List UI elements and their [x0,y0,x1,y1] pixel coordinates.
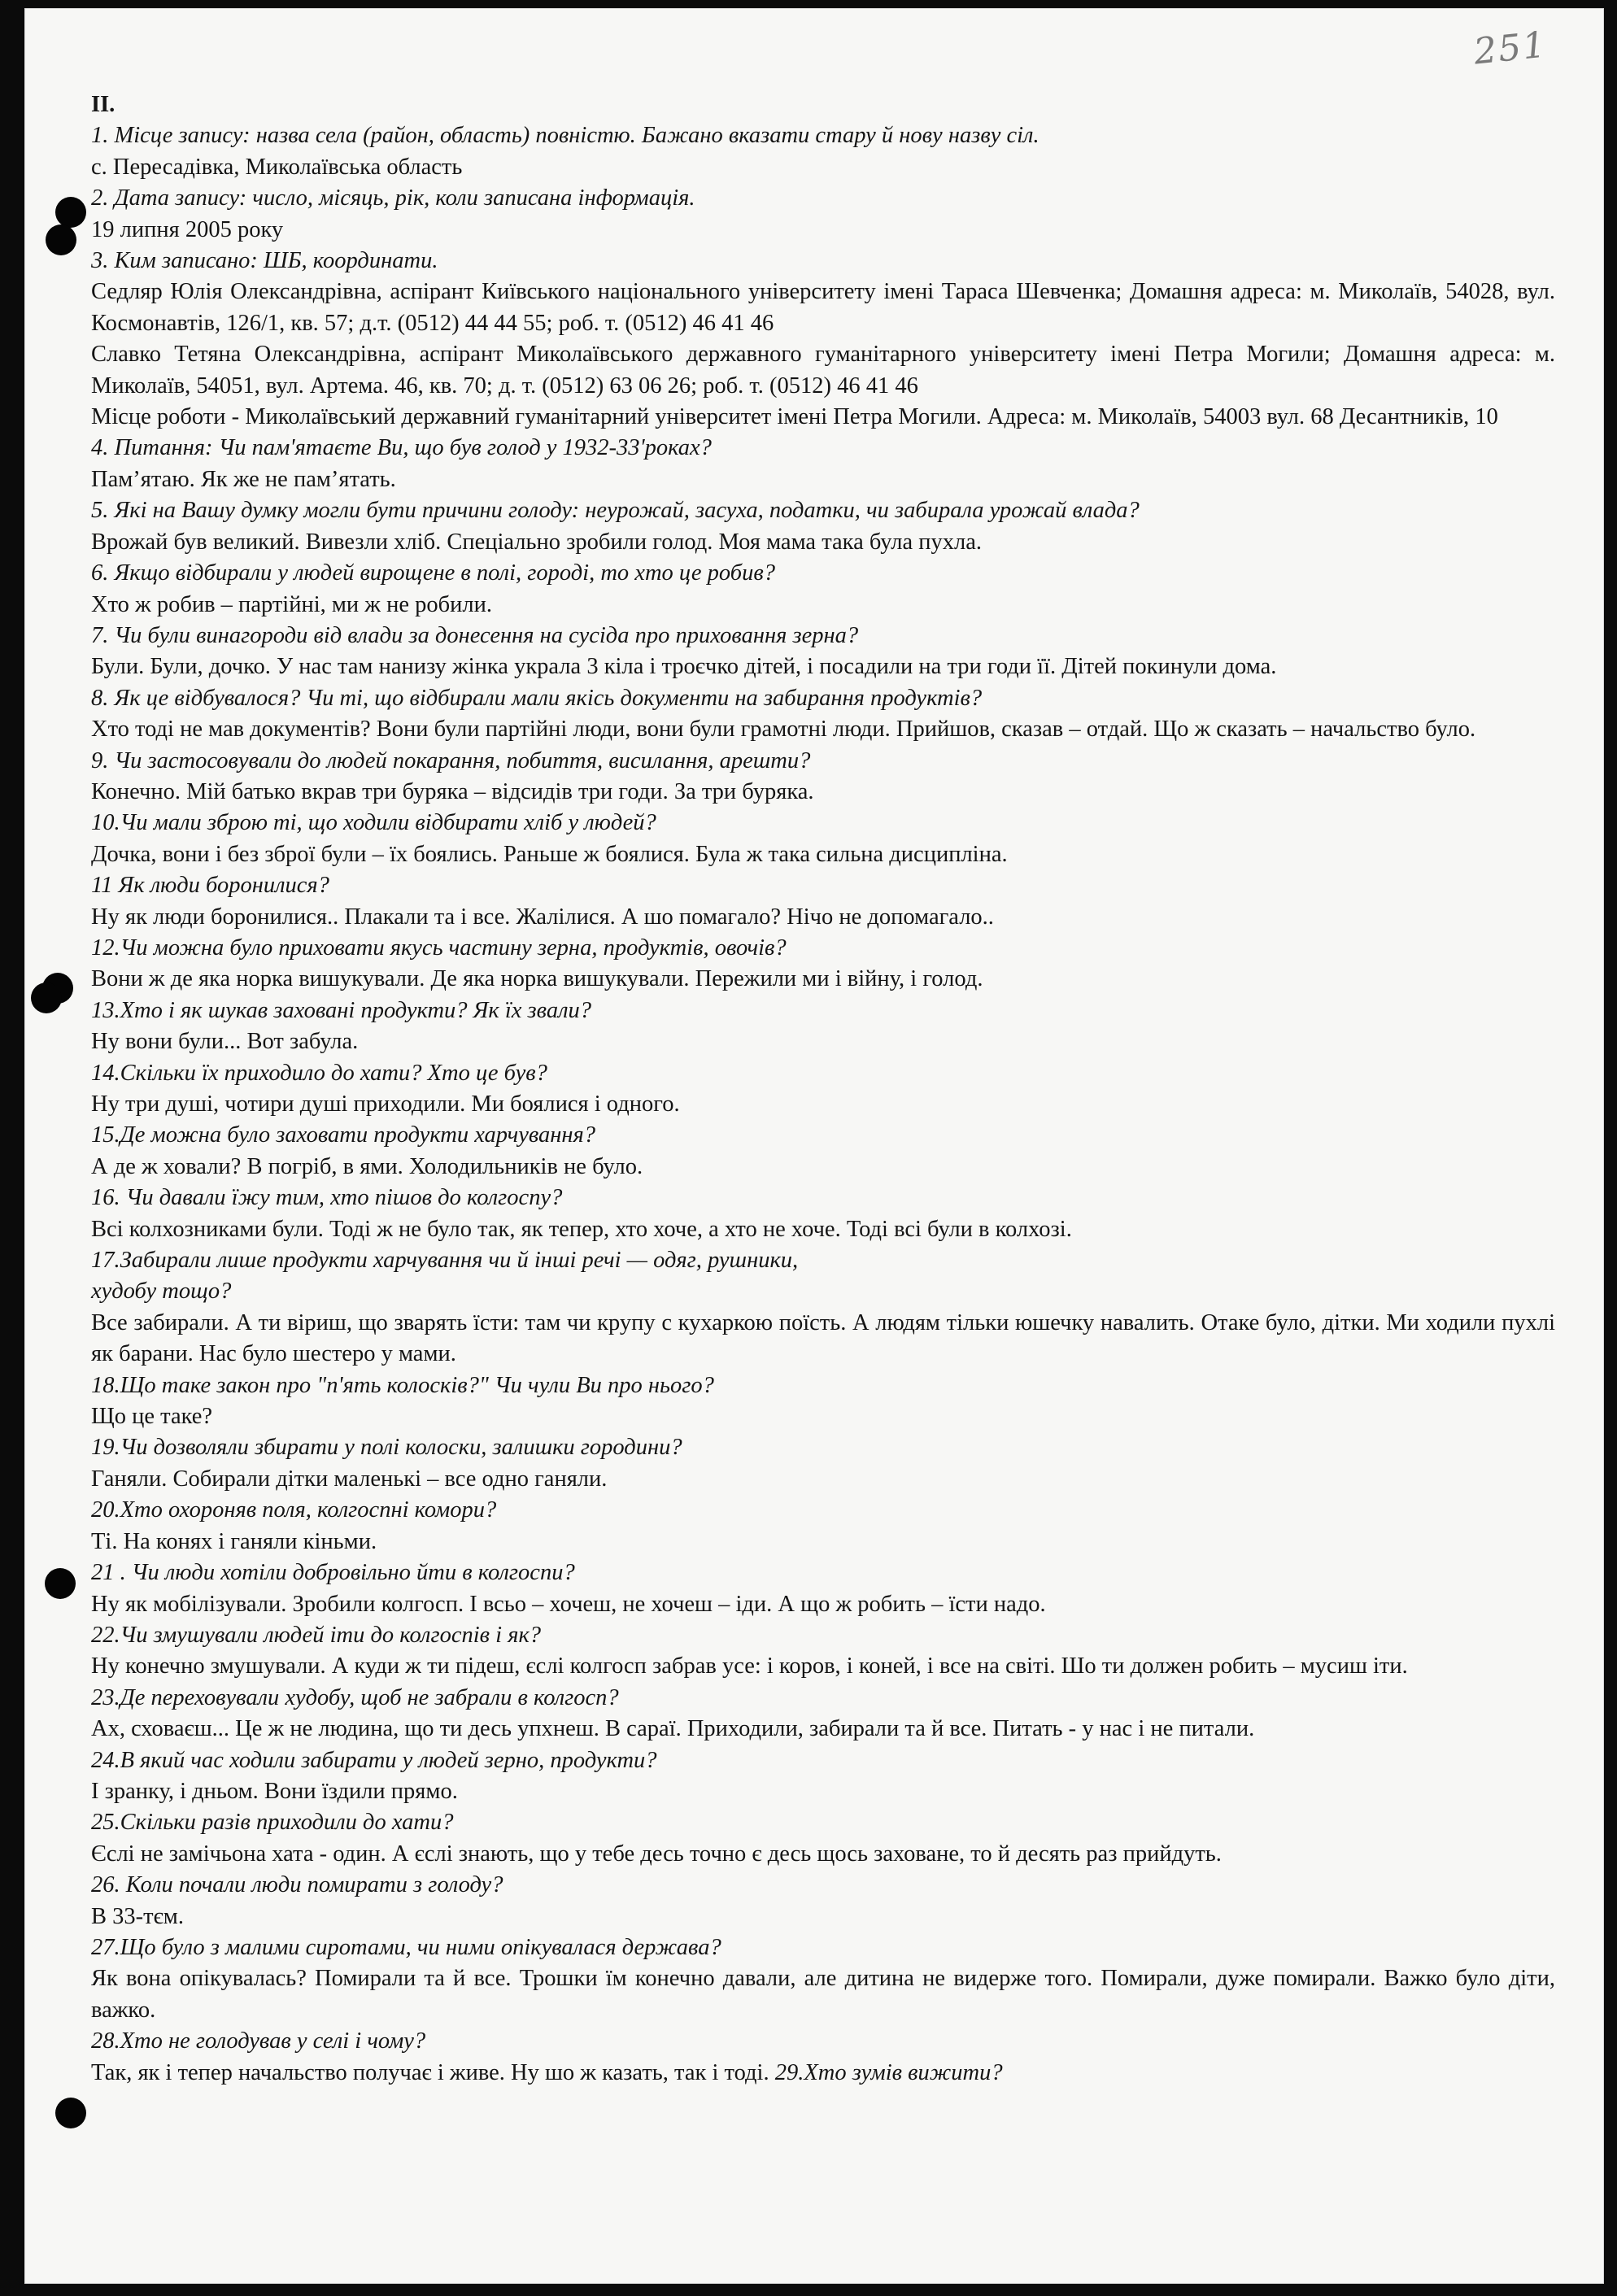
question-text: 4. Питання: Чи пам'ятаєте Ви, що був голод у 1932-33'роках? [91,435,712,461]
answer-text-content: А де ж ховали? В погріб, в ями. Холодильників не було. [91,1153,643,1179]
answer-text-content: Пам’ятаю. Як же не пам’ятать. [91,466,396,492]
punch-hole [31,982,62,1013]
answer-text [91,527,1555,558]
question-text: 28.Хто не голодував у селі і чому? [91,2028,426,2054]
answer-text [91,339,1555,402]
answer-text-content: Були. Були, дочко. У нас там нанизу жінка украла 3 кіла і троєчко дітей, і посадили на три годи її. Дітей покинули дома. [91,654,1277,680]
question-text: 9. Чи застосовували до людей покарання, побиття, висилання, арешти? [91,747,811,773]
answer-text-content: Ну три душі, чотири душі приходили. Ми боялися і одного. [91,1091,680,1117]
answer-text-content: Ті. На конях і ганяли кіньми. [91,1528,377,1554]
answer-text-content: с. Пересадівка, Миколаївська область [91,154,463,180]
punch-hole [55,2098,86,2128]
question-text: 7. Чи були винагороди від влади за донесення на сусіда про приховання зерна? [91,622,859,648]
answer-text [91,714,1555,745]
answer-text-content: Конечно. Мій батько вкрав три буряка – відсидів три годи. За три буряка. [91,778,814,804]
answer-text-content: Ну як мобілізували. Зробили колгосп. І всьо – хочеш, не хочеш – іди. А що ж робить – їсти надо. [91,1591,1046,1617]
question-text: 13.Хто і як шукав заховані продукти? Як їх звали? [91,997,592,1023]
answer-text [91,1839,1555,1870]
answer-text [91,1527,1555,1558]
question-text: 8. Як це відбувалося? Чи ті, що відбирали мали якісь документи на забирання продуктів? [91,685,983,711]
answer-text [91,2058,1555,2089]
answer-text [91,215,1555,246]
question-text: 23.Де переховували худобу, щоб не забрали в колгосп? [91,1684,619,1710]
answer-text [91,1152,1555,1183]
answer-text [91,1651,1555,1682]
answer-text-content: Що це таке? [91,1404,213,1430]
answer-text-content: Дочка, вони і без зброї були – їх боялись. Раньше ж боялися. Була ж така сильна дисципліна. [91,841,1008,867]
answer-text-content: Ах, сховаєш... Це ж не людина, що ти десь упхнеш. В сараї. Приходили, забирали та й все. Питать - у нас і не питали. [91,1716,1255,1742]
answer-text [91,1026,1555,1057]
answer-text-content: В 33-тєм. [91,1903,184,1929]
answer-text-content: Хто тоді не мав документів? Вони були партійні люди, вони були грамотні люди. Прийшов, сказав – отдай. Що ж сказать – начальство було. [91,717,1476,743]
answer-text [91,777,1555,808]
question-text: 1. Місце запису: назва села (район, область) повністю. Бажано вказати стару й нову назву сіл. [91,123,1040,149]
questionnaire-body [91,89,1555,2089]
answer-text-content: Врожай був великий. Вивезли хліб. Спеціально зробили голод. Моя мама така була пухла. [91,529,982,555]
answer-text [91,902,1555,933]
question-text: 19.Чи дозволяли збирати у полі колоски, залишки городини? [91,1435,682,1461]
handwritten-page-number: 251 [1471,24,1549,73]
answer-text [91,1902,1555,1932]
question-text: 27.Що було з малими сиротами, чи ними опікувалася держава? [91,1934,721,1960]
answer-text [91,1589,1555,1620]
question-text: 25.Скільки разів приходили до хати? [91,1810,454,1836]
question-text: 11 Як люди боронилися? [91,873,329,899]
question-text: 14.Скільки їх приходило до хати? Хто це був? [91,1060,547,1086]
answer-text [91,1089,1555,1120]
answer-text-content: Єслі не замічьона хата - один. А єслі знають, що у тебе десь точно є десь щось заховане, то й десять раз прийдуть. [91,1841,1222,1867]
question-text: 16. Чи давали їжу тим, хто пішов до колгоспу? [91,1185,563,1211]
answer-text [91,1963,1555,2026]
question-text: 17.Забирали лише продукти харчування чи й інші речі — одяг, рушники, [91,1248,799,1274]
answer-text [91,1714,1555,1745]
answer-text [91,1308,1555,1370]
answer-text-content: І зранку, і дньом. Вони їздили прямо. [91,1778,458,1804]
answer-text [91,464,1555,495]
document-page [24,8,1604,2284]
answer-text-content: Все забирали. А ти віриш, що зварять їсти: там чи крупу с кухаркою поїсть. А людям тільки юшечку навалить. Отаке було, дітки. Ми ходили пухлі як барани. Нас було шестеро у мами. [91,1309,1555,1367]
answer-text [91,651,1555,682]
answer-text-content: Славко Тетяна Олександрівна, аспірант Миколаївського державного гуманітарного університету імені Петра Могили; Домашня адреса: м. Миколаїв, 54051, вул. Артема. 46, кв. 70; д. т. (0512) 63 06 26; роб. т. (0512) 46 41 46 [91,342,1555,399]
question-text: 3. Ким записано: ШБ, координати. [91,248,438,274]
answer-text [91,277,1555,339]
question-text: 26. Коли почали люди помирати з голоду? [91,1872,503,1898]
answer-text [91,590,1555,621]
answer-text-content: Ганяли. Собирали дітки маленькі – все одно ганяли. [91,1466,608,1492]
answer-text-content: Так, як і тепер начальство получає і живе. Ну шо ж казать, так і тоді. [91,2059,769,2085]
question-text-continued: худобу тощо? [91,1279,232,1305]
punch-hole [45,1568,76,1599]
answer-text-content: 19 липня 2005 року [91,216,284,242]
answer-text-content: Седляр Юлія Олександрівна, аспірант Київського національного університету імені Тараса Шевченка; Домашня адреса: м. Миколаїв, 54028, вул. Космонавтів, 126/1, кв. 57; д.т. (0512) 44 44 55; роб. т. (0512) 46 41 46 [91,279,1555,336]
answer-text-content: Ну вони були... Вот забула. [91,1029,359,1055]
answer-text [91,964,1555,995]
question-text: 21 . Чи люди хотіли добровільно йти в колгоспи? [91,1560,575,1586]
answer-text-content: Ну як люди боронилися.. Плакали та і все. Жалілися. А шо помагало? Нічо не допомагало.. [91,904,994,930]
punch-hole [46,224,76,255]
answer-text [91,1214,1555,1245]
answer-text-content: Всі колхозниками були. Тоді ж не було так, як тепер, хто хоче, а хто не хоче. Тоді всі були в колхозі. [91,1216,1072,1242]
question-text: 15.Де можна було заховати продукти харчування? [91,1122,596,1148]
answer-text [91,839,1555,870]
question-text: 18.Що таке закон про "п'ять колосків?" Чи чули Ви про нього? [91,1372,714,1398]
punch-hole [55,197,86,228]
answer-text [91,152,1555,183]
question-text: 20.Хто охороняв поля, колгоспні комори? [91,1497,497,1523]
answer-text [91,1776,1555,1807]
answer-text-content: Місце роботи - Миколаївський державний гуманітарний університет імені Петра Могили. Адреса: м. Миколаїв, 54003 вул. 68 Десантників, 10 [91,404,1498,430]
question-text: 10.Чи мали зброю ті, що ходили відбирати хліб у людей? [91,810,656,836]
answer-text-content: Ну конечно змушували. А куди ж ти підеш, єслі колгосп забрав усе: і коров, і коней, і все на світі. Шо ти должен робить – мусиш іти. [91,1653,1408,1680]
answer-text-content: Вони ж де яка норка вишукували. Де яка норка вишукували. Пережили ми і війну, і голод. [91,966,983,992]
section-heading: ІІ. [91,92,116,117]
question-text: 6. Якщо відбирали у людей вирощене в полі, городі, то хто це робив? [91,560,775,586]
question-text: 5. Які на Вашу думку могли бути причини голоду: неурожай, засуха, податки, чи забирала урожай влада? [91,498,1140,524]
question-text: 2. Дата запису: число, місяць, рік, коли записана інформація. [91,185,695,211]
answer-text [91,402,1555,433]
question-text: 24.В який час ходили забирати у людей зерно, продукти? [91,1747,657,1773]
answer-text-content: Хто ж робив – партійні, ми ж не робили. [91,591,492,617]
question-text: 22.Чи змушували людей іти до колгоспів і як? [91,1622,542,1648]
answer-text [91,1464,1555,1495]
question-text: 12.Чи можна було приховати якусь частину зерна, продуктів, овочів? [91,935,787,961]
answer-text-content: Як вона опікувалась? Помирали та й все. Трошки їм конечно давали, але дитина не видерже того. Помирали, дуже помирали. Важко було діти, важко. [91,1966,1555,2023]
answer-text [91,1401,1555,1432]
inline-question-text: 29.Хто зумів вижити? [774,2059,1003,2085]
